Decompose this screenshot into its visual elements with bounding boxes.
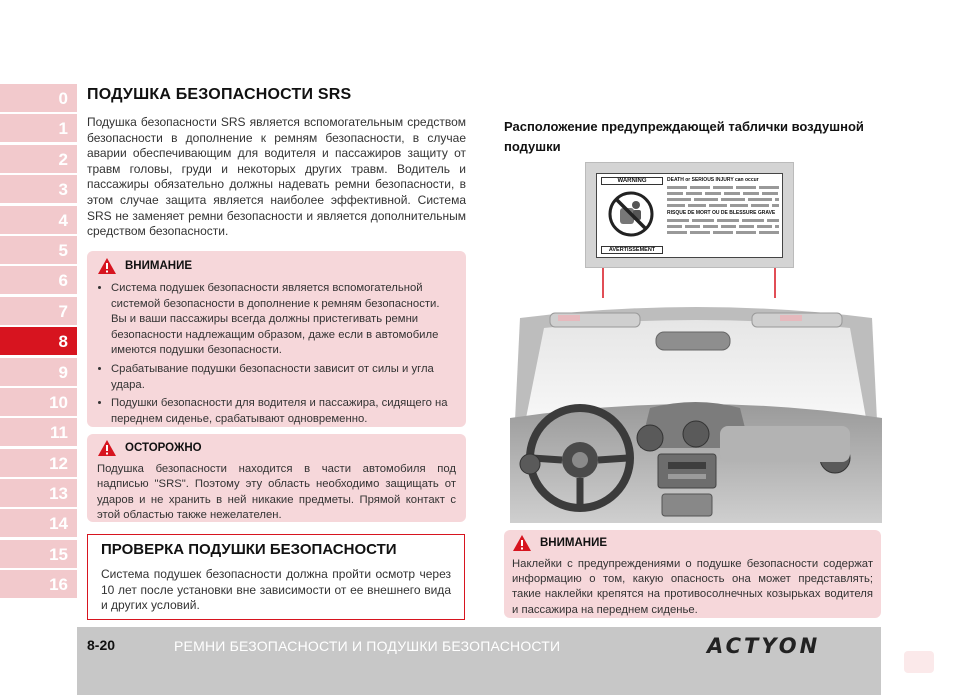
tab-11[interactable]: 11 (0, 418, 77, 446)
label-line-2: RISQUE DE MORT OU DE BLESSURE GRAVE (667, 210, 776, 216)
tab-9[interactable]: 9 (0, 358, 77, 386)
footer-section-title: РЕМНИ БЕЗОПАСНОСТИ И ПОДУШКИ БЕЗОПАСНОСТИ (174, 638, 561, 654)
list-item: • Система подушек безопасности является вспомогательной системой безопасности в дополнение к ремням безопасности. Вы и ваши пассажиры всегда должны пристегивать ремни безопасности надлежащим образом, даже если в автомобиле имеются подушки безопасности. (111, 281, 456, 359)
tab-8[interactable]: 8 (0, 327, 77, 355)
label-warning-heading: ВНИМАНИЕ (540, 537, 608, 549)
page-title: ПОДУШКА БЕЗОПАСНОСТИ SRS (87, 86, 352, 103)
tab-16[interactable]: 16 (0, 570, 77, 598)
caution-heading: ОСТОРОЖНО (125, 442, 202, 454)
tab-14[interactable]: 14 (0, 509, 77, 537)
tab-15[interactable]: 15 (0, 540, 77, 568)
label-location-title: Расположение предупреждающей таблички воздушной подушки (504, 119, 864, 154)
tab-2[interactable]: 2 (0, 145, 77, 173)
label-warning-text: WARNING (601, 177, 663, 185)
tab-1[interactable]: 1 (0, 114, 77, 142)
tab-6[interactable]: 6 (0, 266, 77, 294)
tab-4[interactable]: 4 (0, 206, 77, 234)
list-item: • Срабатывание подушки безопасности зависит от силы и угла удара. (111, 362, 456, 393)
label-avertissement-text: AVERTISSEMENT (601, 246, 663, 254)
corner-marker (904, 651, 934, 673)
tab-10[interactable]: 10 (0, 388, 77, 416)
car-interior-illustration (510, 298, 882, 523)
warning-triangle-icon (512, 534, 532, 552)
actyon-logo: ACTYON (707, 634, 821, 658)
label-warning-text-block: Наклейки с предупреждениями о подушке безопасности содержат информацию о том, какую опасность она может представлять; такие наклейки крепятся на противосолнечных козырьках водителя и пассажира на переднем сиденье. (512, 558, 873, 616)
label-line-1: DEATH or SERIOUS INJURY can occur (667, 177, 759, 183)
label-warning-box (504, 530, 881, 618)
intro-text: Подушка безопасности SRS является вспомогательным средством безопасности в дополнение к ремням безопасности, в случае аварии обеспечивающим для водителя и пассажиров защиту от травм головы, груди и некоторых других травм. Водитель и пассажиры обязательно должны надевать ремни безопасности, в этом случае защита является наиболее эффективной. Система SRS не заменяет ремни безопасности и является дополнительным средством безопасности. (87, 115, 466, 239)
check-text: Система подушек безопасности должна пройти осмотр через 10 лет после установки вне зависимости от ее внешнего вида и других условий. (101, 567, 451, 612)
tab-7[interactable]: 7 (0, 297, 77, 325)
caution-text: Подушка безопасности находится в части автомобиля под надписью "SRS". Поэтому эту область необходимо защищать от ударов и не хранить в ней никакие предметы. Прямой контакт с этой областью также нежелателен. (97, 463, 456, 521)
tab-12[interactable]: 12 (0, 449, 77, 477)
warning-heading: ВНИМАНИЕ (125, 260, 193, 272)
tab-13[interactable]: 13 (0, 479, 77, 507)
page-number: 8-20 (87, 637, 116, 653)
tab-5[interactable]: 5 (0, 236, 77, 264)
tab-0[interactable]: 0 (0, 84, 77, 112)
check-heading: ПРОВЕРКА ПОДУШКИ БЕЗОПАСНОСТИ (101, 541, 397, 558)
tab-3[interactable]: 3 (0, 175, 77, 203)
label-warning-header (512, 534, 873, 552)
list-item: • Подушки безопасности для водителя и пассажира, сидящего на переднем сиденье, срабатывают одновременно. (111, 396, 456, 427)
